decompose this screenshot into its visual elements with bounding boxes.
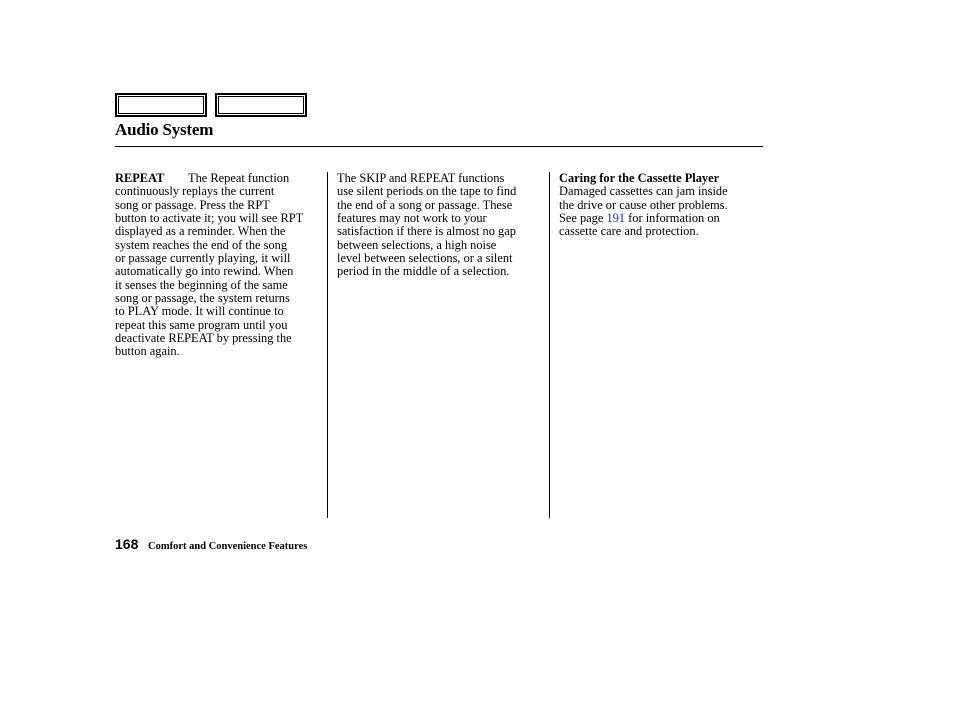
body-line: The Repeat function [188, 171, 290, 185]
page-number: 168 [115, 536, 139, 552]
body-line: features may not work to your [337, 211, 487, 226]
body-line: The SKIP and REPEAT functions [337, 171, 505, 185]
next-page-button[interactable] [215, 93, 307, 117]
page-191-link[interactable]: 191 [606, 211, 626, 226]
body-line: button to activate it; you will see RPT [115, 211, 304, 226]
body-line: continuously replays the current [115, 184, 275, 199]
body-line: automatically go into rewind. When [115, 264, 294, 279]
body-line: deactivate REPEAT by pressing the [115, 331, 292, 346]
body-line: it senses the beginning of the same [115, 277, 288, 292]
title-rule [115, 146, 763, 147]
body-line: cassette care and protection. [559, 224, 699, 239]
body-line: use silent periods on the tape to find [337, 184, 517, 199]
skip-repeat-column [337, 172, 542, 279]
body-line: song or passage. Press the RPT [115, 197, 270, 212]
body-line: or passage currently playing, it will [115, 251, 291, 266]
section-name: Comfort and Convenience Features [148, 541, 308, 552]
body-line: system reaches the end of the song [115, 237, 288, 252]
column-divider [549, 172, 550, 518]
body-line: button again. [115, 344, 180, 359]
body-line: the drive or cause other problems. [559, 197, 728, 212]
body-line: to PLAY mode. It will continue to [115, 304, 284, 319]
body-line: song or passage, the system returns [115, 291, 290, 306]
body-line: the end of a song or passage. These [337, 197, 513, 212]
body-line: between selections, a high noise [337, 237, 497, 252]
repeat-column [115, 172, 325, 359]
repeat-first-line [115, 172, 325, 185]
cassette-care-column [559, 172, 759, 239]
prev-page-button[interactable] [115, 93, 207, 117]
column-divider [327, 172, 328, 518]
body-line: level between selections, or a silent [337, 251, 513, 266]
body-line: Damaged cassettes can jam inside [559, 184, 728, 199]
page-title: Audio System [115, 120, 214, 139]
repeat-heading: REPEAT [115, 171, 165, 185]
ref-suffix: for information on [625, 211, 720, 226]
body-line: repeat this same program until you [115, 317, 288, 332]
body-line: displayed as a reminder. When the [115, 224, 286, 239]
body-line: period in the middle of a selection. [337, 264, 510, 279]
cassette-care-heading: Caring for the Cassette Player [559, 171, 720, 185]
body-line: satisfaction if there is almost no gap [337, 224, 516, 239]
ref-prefix: See page [559, 211, 607, 226]
page-reference-line [559, 212, 759, 225]
